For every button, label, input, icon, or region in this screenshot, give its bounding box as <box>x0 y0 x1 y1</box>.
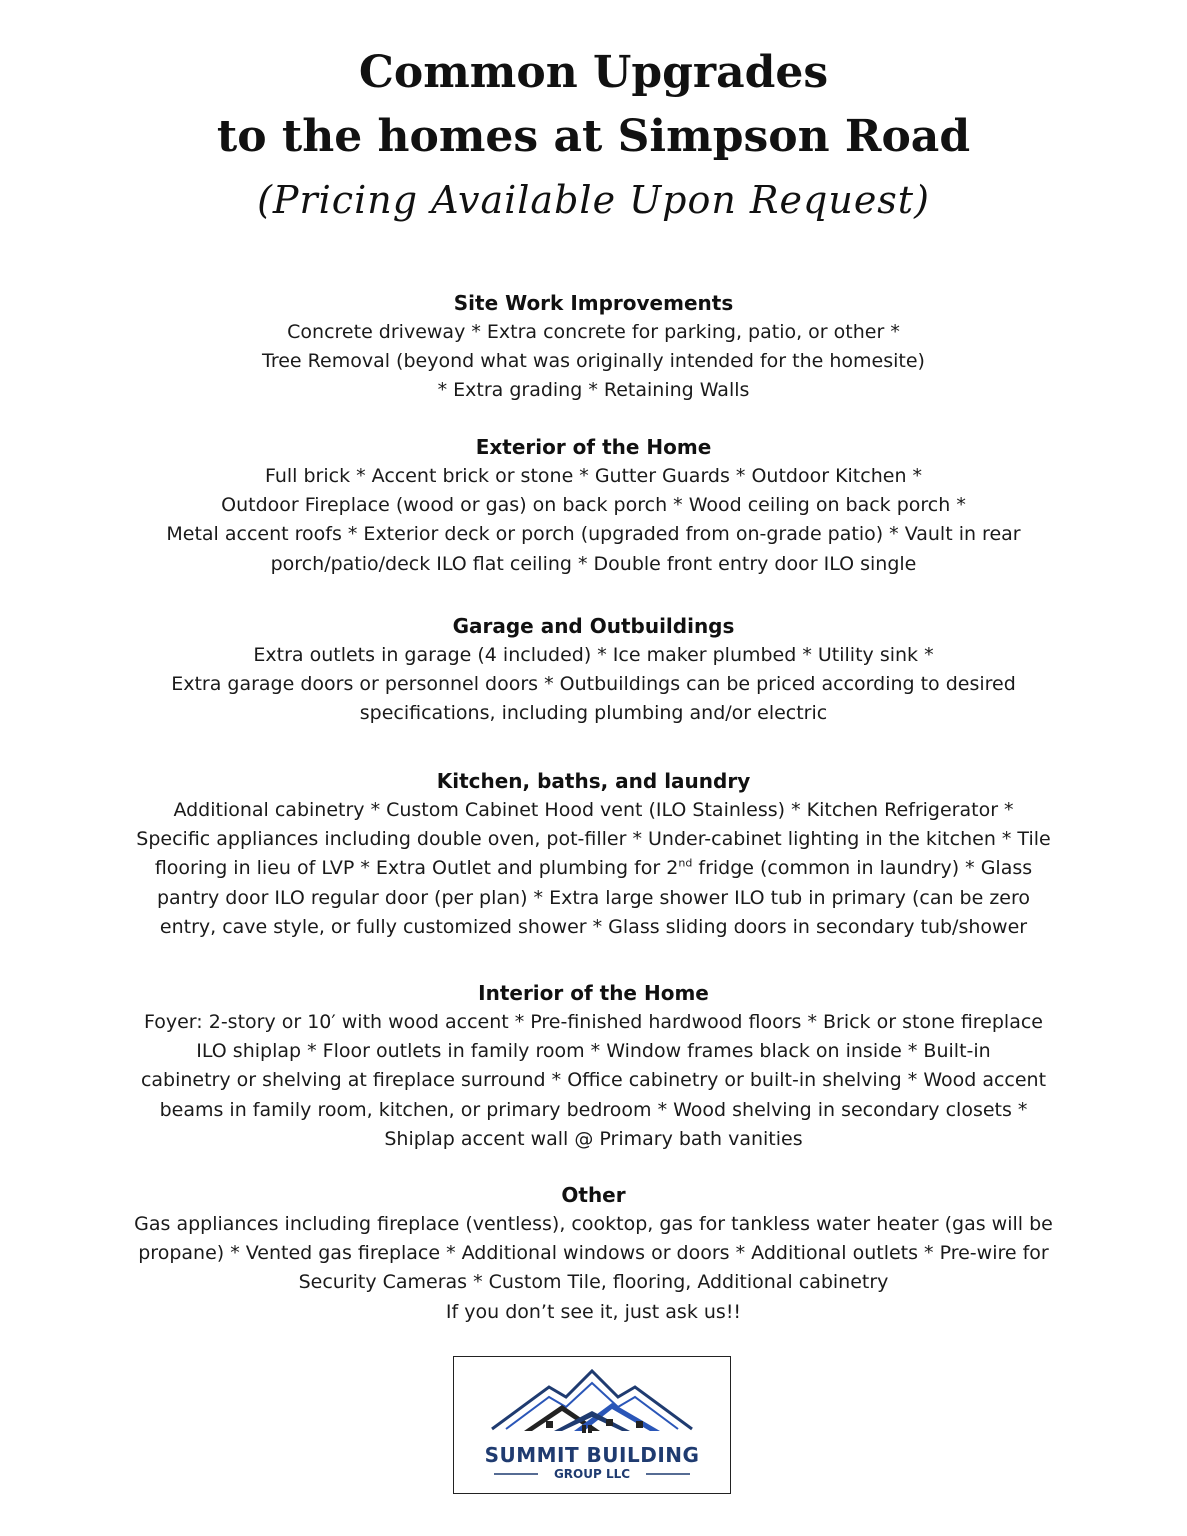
section-heading: Kitchen, baths, and laundry <box>436 769 751 793</box>
section-line: Security Cameras * Custom Tile, flooring, Additional cabinetry <box>298 1271 889 1294</box>
section-line: Tree Removal (beyond what was originally intended for the homesite) <box>262 350 925 373</box>
section-line: ILO shiplap * Floor outlets in family room * Window frames black on inside * Built-in <box>196 1040 991 1063</box>
pricing-subtitle: (Pricing Available Upon Request) <box>257 178 930 222</box>
section-line: * Extra grading * Retaining Walls <box>437 379 750 402</box>
logo-company-name: SUMMIT BUILDING <box>484 1443 700 1467</box>
section-line: specifications, including plumbing and/or electric <box>359 702 828 725</box>
section-line: propane) * Vented gas fireplace * Additional windows or doors * Additional outlets * Pre-wire for <box>138 1242 1049 1265</box>
section-line: Outdoor Fireplace (wood or gas) on back porch * Wood ceiling on back porch * <box>221 494 966 517</box>
section-heading: Garage and Outbuildings <box>452 614 735 638</box>
section-exterior <box>40 432 1147 579</box>
section-line: pantry door ILO regular door (per plan) * Extra large shower ILO tub in primary (can be zero <box>156 886 1031 909</box>
line-text: fridge (common in laundry) * Glass <box>692 857 1033 880</box>
company-logo <box>453 1356 731 1494</box>
section-line: Additional cabinetry * Custom Cabinet Hood vent (ILO Stainless) * Kitchen Refrigerator * <box>173 799 1014 821</box>
section-line: Metal accent roofs * Exterior deck or porch (upgraded from on-grade patio) * Vault in rear <box>166 523 1021 546</box>
section-line: cabinetry or shelving at fireplace surround * Office cabinetry or built-in shelving * Wood accent <box>140 1069 1047 1092</box>
section-heading: Other <box>561 1183 626 1207</box>
section-line: beams in family room, kitchen, or primary bedroom * Wood shelving in secondary closets * <box>159 1098 1028 1121</box>
logo-company-sub: GROUP LLC <box>553 1467 631 1481</box>
section-line: porch/patio/deck ILO flat ceiling * Double front entry door ILO single <box>270 552 917 575</box>
ordinal-superscript: nd <box>678 857 693 871</box>
section-kitchen-baths <box>40 766 1147 942</box>
section-interior <box>40 978 1147 1154</box>
section-line: Shiplap accent wall @ Primary bath vanities <box>384 1127 803 1150</box>
page-title-line-1: Common Upgrades <box>358 47 829 98</box>
section-line: Extra outlets in garage (4 included) * Ice maker plumbed * Utility sink * <box>253 644 934 666</box>
section-line: entry, cave style, or fully customized shower * Glass sliding doors in secondary tub/shower <box>159 915 1028 938</box>
section-heading: Site Work Improvements <box>453 291 734 315</box>
section-line: Full brick * Accent brick or stone * Gutter Guards * Outdoor Kitchen * <box>264 465 923 487</box>
section-heading: Interior of the Home <box>478 981 709 1005</box>
page-title-line-2: to the homes at Simpson Road <box>216 111 971 162</box>
section-line: Gas appliances including fireplace (ventless), cooktop, gas for tankless water heater (gas will be <box>134 1213 1053 1235</box>
section-line: Foyer: 2-story or 10′ with wood accent * Pre-finished hardwood floors * Brick or stone fireplace <box>144 1011 1043 1033</box>
section-line: Specific appliances including double oven, pot-filler * Under-cabinet lighting in the kitchen * Tile <box>136 828 1051 851</box>
section-other <box>40 1180 1147 1327</box>
section-line-with-superscript <box>40 854 1147 883</box>
section-line: If you don’t see it, just ask us!! <box>445 1300 742 1323</box>
section-heading: Exterior of the Home <box>475 435 712 459</box>
section-site-work <box>40 288 1147 406</box>
section-line: Concrete driveway * Extra concrete for parking, patio, or other * <box>287 321 900 343</box>
line-text: flooring in lieu of LVP * Extra Outlet and plumbing for 2 <box>154 857 679 880</box>
section-line: Extra garage doors or personnel doors * Outbuildings can be priced according to desired <box>171 673 1016 696</box>
section-garage <box>40 611 1147 729</box>
